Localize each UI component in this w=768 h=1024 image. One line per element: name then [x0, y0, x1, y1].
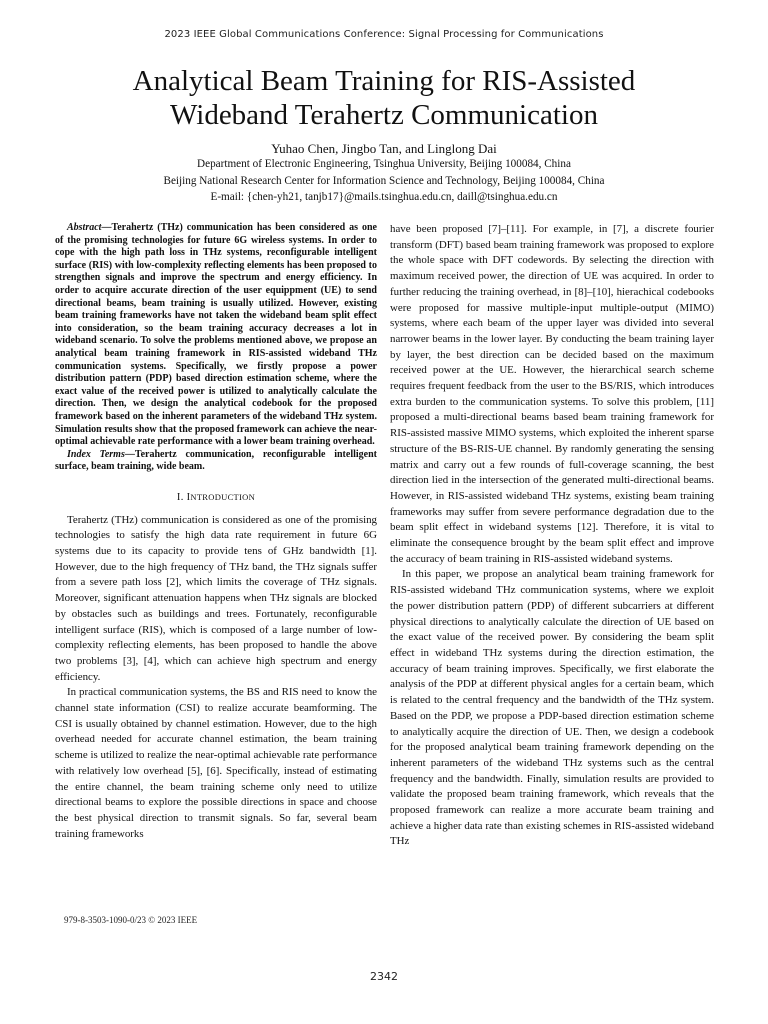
conference-header: 2023 IEEE Global Communications Conference: Signal Processing for Communications	[164, 29, 604, 40]
section-title-rest: NTRODUCTION	[190, 491, 256, 502]
index-terms-label: Index Terms	[67, 448, 125, 460]
paper-title	[60, 64, 708, 132]
copyright-notice: 979-8-3503-1090-0/23 © 2023 IEEE	[64, 915, 198, 925]
intro-paragraph-2: In practical communication systems, the BS and RIS need to know the channel state information (CSI) to realize accurate beamforming. The CSI is usually obtained by channel estimation. However, due to the high overhead needed for accurate channel estimation, the beam training scheme is utilized to realize the near-optimal achievable rate performance with relatively low overhead [5], [6]. Specifically, instead of estimating the entire channel, the beam training scheme only need to utilize directional beams to explore the possible directions in space and choose the best physical direction to transmit signals. So far, several beam training frameworks	[55, 686, 377, 840]
intro-paragraph-4: In this paper, we propose an analytical beam training framework for RIS-assisted wideband THz communication systems, where we exploit the power distribution pattern (PDP) of different subcarriers at different physical directions to analytically calculate the direction of UE based on the exact value of the received power. By considering the beam split effect in wideband THz systems during the direction estimation, the accuracy of beam training improves. Specifically, we first elaborate the analysis of the PDP at different physical angles for a certain beam, which is related to the central frequency and the bandwidth of the THz system. Based on the PDP, we propose a PDP-based direction estimation scheme to analytically acquire the direction of UE. Then, we design a codebook for the proposed analytical beam training framework depending on the inherent parameters of the wideband THz systems such as the central frequency and the bandwidth. Finally, simulation results are provided to validate the proposed beam training framework, which reveals that the proposed framework can realize a more accurate beam training and achieve a higher data rate than existing schemes in RIS-assisted wideband THz	[390, 568, 714, 848]
left-column	[55, 222, 377, 842]
intro-paragraph-1: Terahertz (THz) communication is considered as one of the promising technologies to satisfy the high data rate requirement in future 6G systems due to its capacity to provide tens of GHz bandwidth [1]. However, due to the high frequency of THz band, the THz signals suffer from a severe path loss [2], which limits the coverage of THz signals. Moreover, significant attenuation happens when THz signals are blocked by obstacles such as buildings and trees. Fortunately, reconfigurable intelligent surface (RIS), which is composed of a large number of low-complexity reflecting elements, has been proposed to handle the above two problems [3], [4], which can achieve high spectrum and energy efficiency.	[55, 513, 377, 683]
abstract-text: —Terahertz (THz) communication has been considered as one of the promising technologies for future 6G wireless systems. In order to cope with the high path loss in THz systems, reconfigurable intelligent surface (RIS) with low-complexity reflecting elements has been proposed to strengthen signals and improve the spectrum and energy efficiency. In order to acquire accurate direction of the user equippment (UE) to send directional beams, beam training is usually utilized. However, existing beam training frameworks have not taken the wideband beam split effect into consideration, so the beam training accuracy decreases a lot in wideband scenario. To solve the problems mentioned above, we propose an analytical beam training framework in RIS-assisted wideband THz communication systems. Specifically, we firstly propose a power distribution pattern (PDP) based direction estimation scheme, where the exact value of the received power is utilized to analytically calculate the direction. Then, we design the analytical codebook for the proposed framework based on the inherent parameters of the wideband THz system. Simulation results show that the proposed framework can achieve the near-optimal achievable rate performance with a lower beam training overhead.	[55, 222, 377, 448]
index-terms	[55, 449, 377, 474]
right-column	[390, 222, 714, 850]
author-list: Yuhao Chen, Jingbo Tan, and Linglong Dai	[271, 141, 497, 156]
page-number: 2342	[370, 970, 398, 983]
contact-email: E-mail: {chen-yh21, tanjb17}@mails.tsinghua.edu.cn, daill@tsinghua.edu.cn	[210, 191, 558, 203]
affiliation-1: Department of Electronic Engineering, Tsinghua University, Beijing 100084, China	[197, 158, 571, 170]
title-line-1: Analytical Beam Training for RIS-Assisted	[132, 65, 636, 97]
section-numeral: I.	[176, 491, 187, 503]
abstract	[55, 222, 377, 449]
affiliation-2: Beijing National Research Center for Information Science and Technology, Beijing 100084, China	[163, 175, 605, 187]
intro-paragraph-3: have been proposed [7]–[11]. For example, in [7], a discrete fourier transform (DFT) based beam training framework was proposed to explore the whole space with DFT codewords. By selecting the direction with maximum received power, the direction of UE was acquired. In order to further reducing the training overhead, in [8]–[10], hierachical codebooks were proposed for massive multiple-input multiple-output (MIMO) systems, where each beam of the upper layer was divided into several narrower beams in the lower layer. By conducting the beam training layer by layer, the best direction can be decided based on the maximum received power at the UE. However, the hierarchical search scheme requires frequent feedback from the user to the BS/RIS, which introduces extra burden to the communication systems. To solve this problem, [11] proposed a multi-directional beams based beam training framework for RIS-assisted massive MIMO systems, which exploited the inherent sparse structure of the BS-RIS-UE channel. By randomly generating the sensing matrix and carry out a few rounds of full-coverage scanning, the best direction lied in the intersection of the generated multi-directional beams. However, in RIS-assisted wideband THz systems, existing beam training frameworks may suffer from severe performance degradation due to the beam split effect in wideband systems [12]. Therefore, it is vital to eliminate the consequence brought by the beam split effect and improve the accuracy of beam training in RIS-assisted wideband systems.	[390, 223, 714, 565]
section-title-initial: I	[186, 491, 191, 503]
section-heading-introduction	[55, 490, 377, 506]
abstract-label: Abstract	[67, 222, 102, 233]
title-line-2: Wideband Terahertz Communication	[170, 99, 598, 131]
index-terms-text: —Terahertz communication, reconfigurable intelligent surface, beam training, wide beam.	[55, 448, 377, 473]
